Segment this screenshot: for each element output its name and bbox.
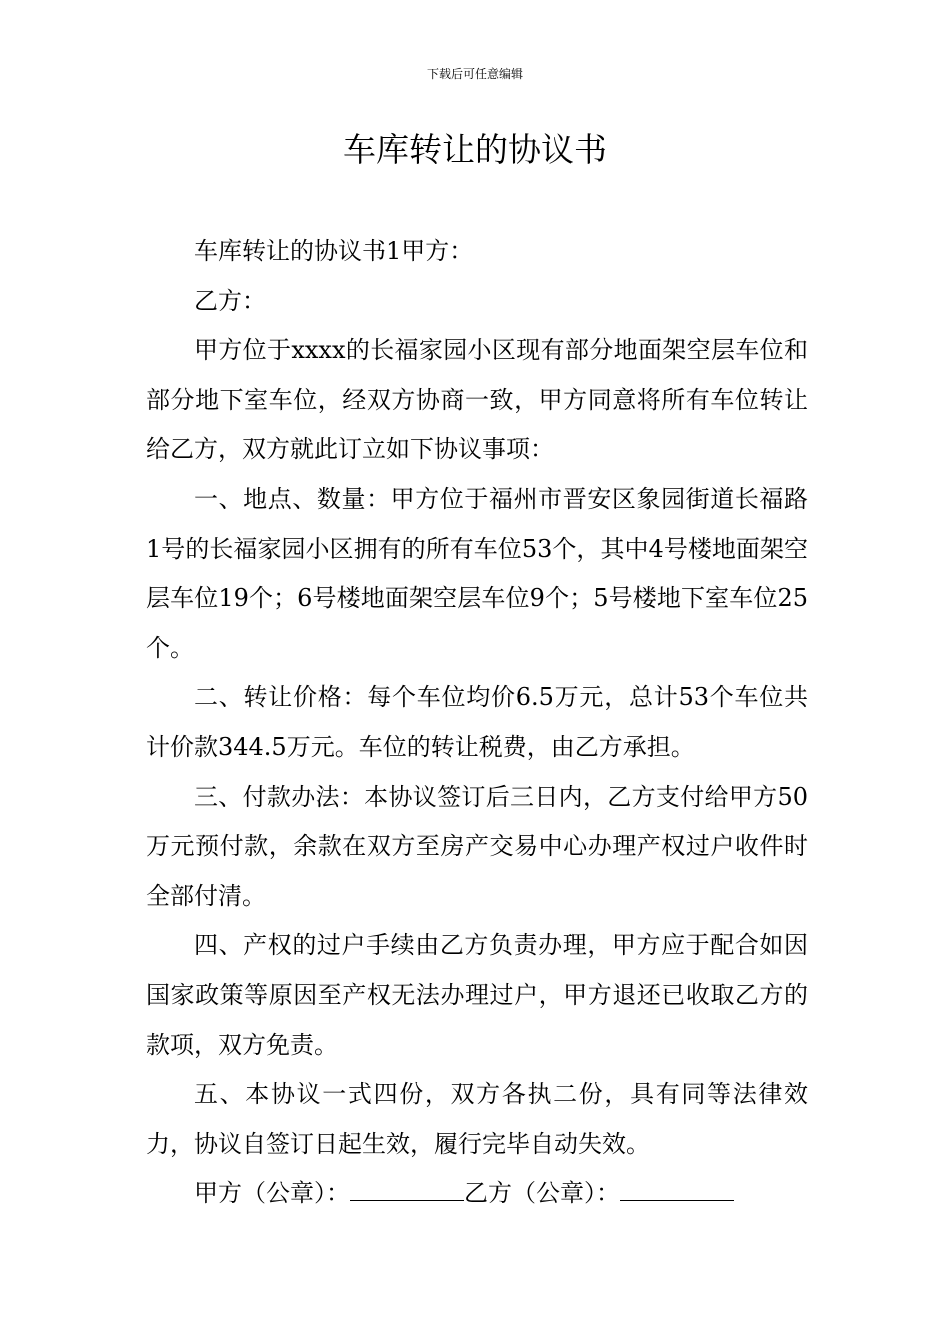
- party-a-seal-label: 甲方（公章）：: [194, 1179, 350, 1208]
- signature-line: [146, 1169, 808, 1219]
- party-a-seal-blank: [350, 1172, 464, 1201]
- paragraph-clause-2: 二、转让价格：每个车位均价6.5万元，总计53个车位共计价款344.5万元。车位的转让税费，由乙方承担。: [146, 683, 808, 761]
- paragraph-clause-5: 五、本协议一式四份，双方各执二份，具有同等法律效力，协议自签订日起生效，履行完毕自动失效。: [146, 1080, 808, 1158]
- party-b-seal-blank: [620, 1172, 734, 1201]
- party-b-seal-label: 乙方（公章）：: [464, 1179, 620, 1208]
- paragraph-clause-1: 一、地点、数量：甲方位于福州市晋安区象园街道长福路1号的长福家园小区拥有的所有车位53个，其中4号楼地面架空层车位19个；6号楼地面架空层车位9个；5号楼地下室车位25个。: [146, 484, 808, 662]
- paragraph-heading: 车库转让的协议书1甲方：: [194, 237, 474, 265]
- paragraph-clause-3: 三、付款办法：本协议签订后三日内，乙方支付给甲方50万元预付款，余款在双方至房产交易中心办理产权过户收件时全部付清。: [146, 782, 808, 910]
- paragraph-intro: 甲方位于xxxx的长福家园小区现有部分地面架空层车位和部分地下室车位，经双方协商一致，甲方同意将所有车位转让给乙方，双方就此订立如下协议事项：: [146, 336, 808, 464]
- document-title: 车库转让的协议书: [343, 130, 607, 169]
- header-note: 下载后可任意编辑: [426, 67, 523, 81]
- document-body: [146, 227, 808, 1219]
- paragraph-clause-4: 四、产权的过户手续由乙方负责办理，甲方应于配合如因国家政策等原因至产权无法办理过户，甲方退还已收取乙方的款项，双方免责。: [146, 931, 808, 1059]
- paragraph-party-b: 乙方：: [194, 286, 266, 315]
